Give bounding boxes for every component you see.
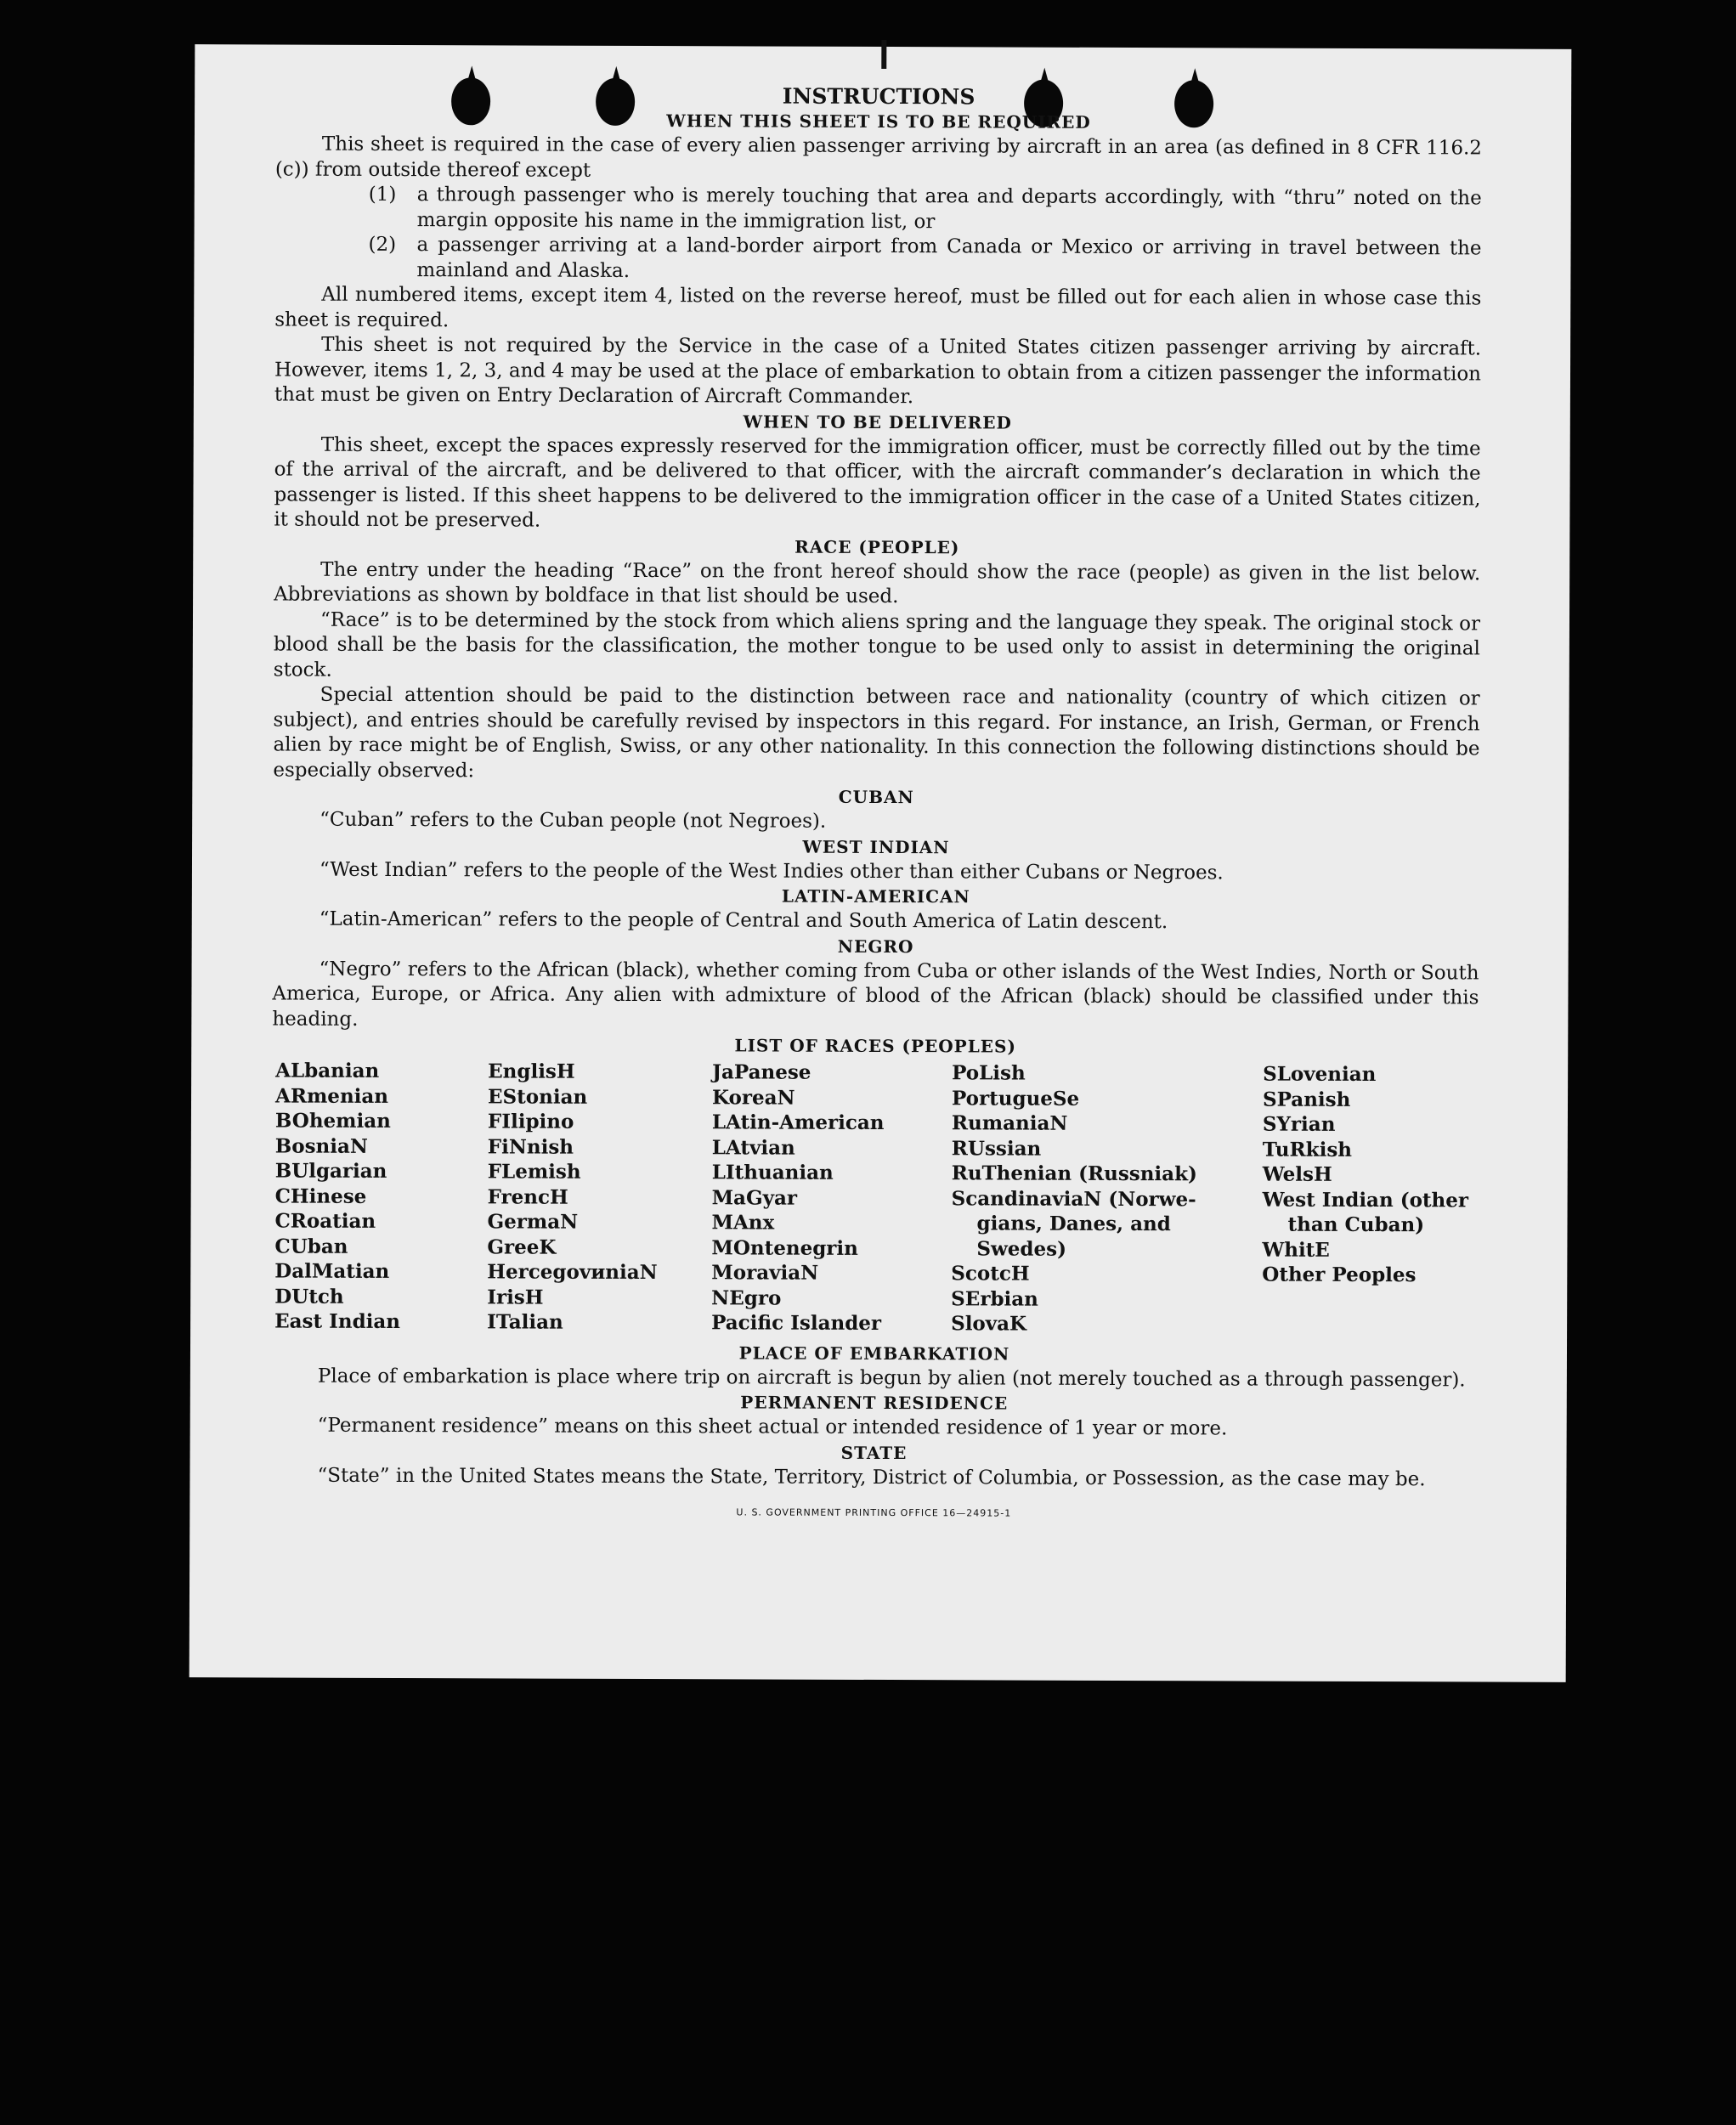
race-entry: East Indian: [274, 1309, 401, 1334]
race-entry: LAtvian: [711, 1135, 795, 1160]
race-entry: EnglisH: [488, 1060, 575, 1083]
race-entry: LIthuanian: [711, 1161, 834, 1184]
race-entry: FrencH: [487, 1184, 568, 1209]
section-heading: LATIN-AMERICAN: [781, 885, 970, 907]
race-entry: BUlgarian: [274, 1159, 387, 1183]
races-column: [1262, 1062, 1482, 1338]
race-entry: West Indian (other: [1262, 1188, 1469, 1212]
race-entry: PortugueSe: [951, 1086, 1080, 1111]
race-entry: WhitE: [1262, 1238, 1330, 1262]
paragraph: “Permanent residence” means on this sheet actual or intended residence of 1 year or more.: [317, 1414, 1228, 1440]
race-entry: TuRkish: [1262, 1138, 1353, 1161]
item-number: (2): [368, 233, 397, 257]
races-column: [487, 1059, 712, 1335]
race-entry: PoLish: [952, 1061, 1026, 1085]
paragraph: Special attention should be paid to the distinction between race and nationality (country of which citizen or subject), and entries should be carefully revised by inspectors in this regard. For instance, an Irish, German, or French alien by race might be of English, Swiss, or any other nationality. In this connection the following distinctions should be especially observed:: [273, 683, 1480, 782]
race-entry: CRoatian: [274, 1209, 376, 1233]
race-entry: RumaniaN: [951, 1111, 1068, 1135]
race-entry: CUban: [274, 1235, 348, 1258]
race-entry: ARmenian: [274, 1084, 389, 1108]
paragraph: This sheet is not required by the Service in the case of a United States citizen passenger arriving by aircraft. However, items 1, 2, 3, and 4 may be used at the place of embarkation to obtain from a citizen passenger the information that must be given on Entry Declaration of Aircraft Commander.: [274, 333, 1482, 409]
race-entry: SLovenian: [1263, 1062, 1377, 1087]
paragraph: “Race” is to be determined by the stock from which aliens spring and the language they speak. The original stock or blood shall be the basis for the classification, the mother tongue to be used only to assist in determining the original stock.: [273, 608, 1481, 681]
races-column: [711, 1060, 952, 1336]
race-entry: ScandinaviaN (Norwe-: [951, 1186, 1196, 1211]
list-item: [275, 183, 1482, 237]
section-heading: WHEN THIS SHEET IS TO BE REQUIRED: [666, 110, 1091, 133]
section-heading: PLACE OF EMBARKATION: [738, 1342, 1010, 1365]
race-entry: DalMatian: [274, 1259, 390, 1283]
race-entry: KoreaN: [711, 1085, 795, 1110]
race-entry: ITalian: [487, 1310, 563, 1334]
race-entry: IrisH: [487, 1285, 544, 1309]
race-entry: MaGyar: [711, 1185, 798, 1210]
race-entry: GermaN: [487, 1210, 579, 1234]
race-entry: WelsH: [1262, 1162, 1332, 1186]
instructions-content: [270, 82, 1482, 1528]
item-text: a through passenger who is merely touching that area and departs accordingly, with “thru” noted on the margin opposite his name in the immigration list, or: [416, 184, 1482, 233]
race-entry: BOhemian: [274, 1109, 391, 1133]
paragraph: “Latin-American” refers to the people of Central and South America of Latin descent.: [319, 907, 1168, 934]
race-entry: Swedes): [976, 1236, 1067, 1261]
page-title: INSTRUCTIONS: [782, 83, 975, 110]
race-entry: JaPanese: [712, 1060, 811, 1084]
races-column: [951, 1060, 1263, 1337]
list-item: [274, 233, 1481, 287]
race-entry: HercegovиniaN: [487, 1260, 658, 1285]
race-entry: Other Peoples: [1262, 1263, 1417, 1287]
section-heading: CUBAN: [838, 786, 914, 808]
paragraph: Place of embarkation is place where trip on aircraft is begun by alien (not merely touched as a through passenger).: [317, 1365, 1466, 1391]
race-entry: ScotcH: [951, 1262, 1030, 1286]
document-sheet: [189, 44, 1572, 1682]
race-entry: than Cuban): [1287, 1212, 1425, 1237]
paragraph: All numbered items, except item 4, listed on the reverse hereof, must be filled out for each alien in whose case this sheet is required.: [274, 283, 1482, 331]
paragraph: “Cuban” refers to the Cuban people (not Negroes).: [319, 808, 827, 833]
race-entry: MAnx: [711, 1211, 775, 1235]
race-entry: FIlipino: [487, 1110, 574, 1133]
races-column: [274, 1059, 488, 1335]
race-entry: CHinese: [274, 1184, 367, 1208]
race-entry: MoraviaN: [711, 1261, 819, 1285]
race-entry: RUssian: [951, 1136, 1042, 1161]
race-entry: MOntenegrin: [711, 1235, 858, 1260]
race-entry: gians, Danes, and: [976, 1212, 1171, 1236]
paragraph: The entry under the heading “Race” on the front hereof should show the race (people) as given in the list below. Abbreviations as shown by boldface in that list should be used.: [274, 558, 1481, 608]
section-heading: STATE: [840, 1442, 908, 1463]
scan-mark: [881, 40, 886, 69]
race-entry: DUtch: [274, 1285, 344, 1308]
race-entry: SErbian: [951, 1286, 1038, 1311]
printer-imprint: U. S. GOVERNMENT PRINTING OFFICE 16—24915-1: [736, 1506, 1012, 1519]
item-number: (1): [368, 183, 397, 206]
race-entry: SPanish: [1262, 1088, 1351, 1111]
race-entry: FiNnish: [487, 1134, 574, 1159]
race-entry: EStonian: [487, 1084, 588, 1109]
races-list: [274, 1059, 1479, 1338]
race-entry: BosniaN: [274, 1134, 369, 1158]
paragraph: “West Indian” refers to the people of the West Indies other than either Cubans or Negroes.: [319, 858, 1224, 884]
paragraph: This sheet is required in the case of every alien passenger arriving by aircraft in an area (as defined in 8 CFR 116.2 (c)) from outside thereof except: [274, 133, 1482, 182]
paragraph: This sheet, except the spaces expressly reserved for the immigration officer, must be correctly filled out by the time of the arrival of the aircraft, and be delivered to that officer, with the aircraft commander’s declaration in which the passenger is listed. If this sheet happens to be delivered to the immigration officer in the case of a United States citizen, it should not be preserved.: [274, 433, 1481, 532]
race-entry: LAtin-American: [711, 1111, 885, 1135]
race-entry: NEgro: [711, 1286, 782, 1310]
race-entry: SlovaK: [951, 1312, 1027, 1336]
race-entry: SYrian: [1262, 1112, 1336, 1136]
race-entry: RuThenian (Russniak): [951, 1161, 1197, 1186]
paragraph: “Negro” refers to the African (black), whether coming from Cuba or other islands of the West Indies, North or South America, Europe, or Africa. Any alien with admixture of blood of the African (black) should be classified under this heading.: [272, 958, 1479, 1031]
section-heading: RACE (PEOPLE): [794, 536, 960, 557]
race-entry: Pacific Islander: [711, 1311, 882, 1336]
section-heading: WHEN TO BE DELIVERED: [743, 410, 1012, 433]
section-heading: PERMANENT RESIDENCE: [740, 1392, 1009, 1414]
item-text: a passenger arriving at a land-border airport from Canada or Mexico or arriving in travel between the mainland and Alaska.: [416, 234, 1482, 282]
section-heading: LIST OF RACES (PEOPLES): [734, 1035, 1016, 1057]
race-entry: FLemish: [487, 1160, 581, 1184]
paragraph: “State” in the United States means the State, Territory, District of Columbia, or Possession, as the case may be.: [317, 1464, 1426, 1490]
race-entry: GreeK: [487, 1235, 557, 1259]
section-heading: NEGRO: [837, 935, 914, 957]
section-heading: WEST INDIAN: [802, 836, 950, 857]
race-entry: ALbanian: [275, 1059, 380, 1082]
